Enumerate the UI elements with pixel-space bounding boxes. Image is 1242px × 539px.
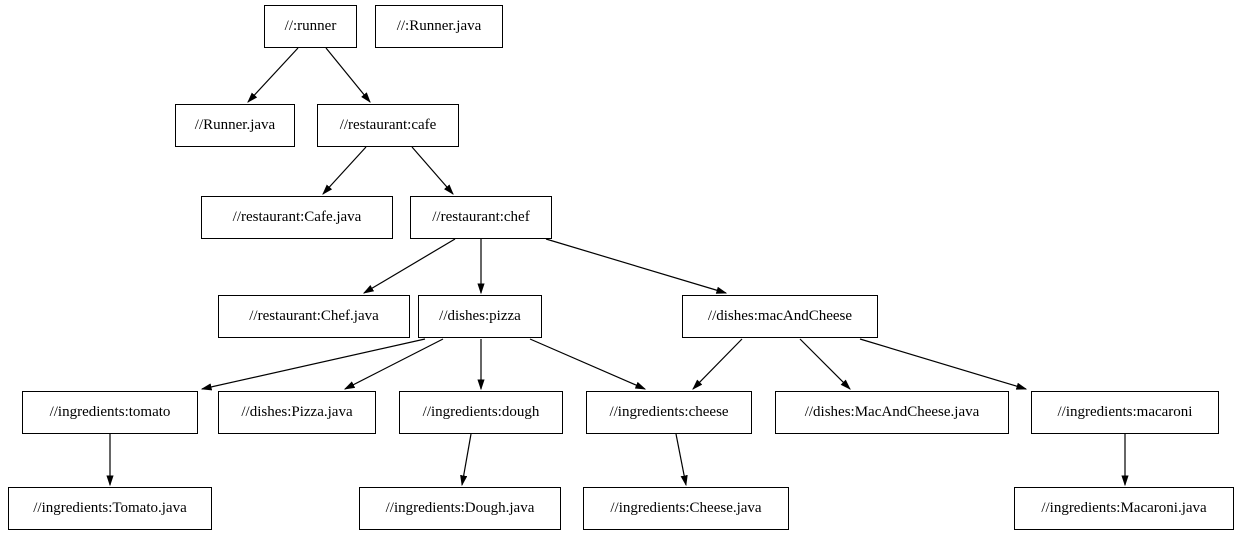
graph-edge-pizza-to-cheese — [530, 339, 645, 389]
graph-edge-macandcheese-to-cheese — [693, 339, 742, 389]
graph-edge-macandcheese-to-macandcheese_java — [800, 339, 850, 389]
graph-edge-pizza-to-tomato — [202, 339, 425, 389]
graph-node-label: //restaurant:cafe — [339, 117, 437, 133]
graph-edge-chef-to-macandcheese — [546, 239, 726, 293]
graph-node-label: //restaurant:Cafe.java — [232, 209, 362, 225]
graph-node-macaroni[interactable] — [1031, 391, 1219, 434]
graph-node-runner_java_root[interactable] — [375, 5, 503, 48]
graph-node-label: //ingredients:Cheese.java — [610, 500, 762, 516]
graph-node-macandcheese_java[interactable] — [775, 391, 1009, 434]
graph-node-macandcheese[interactable] — [682, 295, 878, 338]
graph-node-label: //ingredients:Dough.java — [385, 500, 535, 516]
graph-edge-cafe-to-cafe_java — [323, 147, 366, 194]
graph-node-chef_java[interactable] — [218, 295, 410, 338]
graph-node-label: //restaurant:chef — [432, 209, 530, 225]
graph-node-label: //Runner.java — [194, 117, 276, 133]
graph-node-label: //ingredients:macaroni — [1057, 404, 1193, 420]
graph-edge-cafe-to-chef — [412, 147, 453, 194]
graph-node-runner[interactable] — [264, 5, 357, 48]
graph-node-label: //dishes:Pizza.java — [241, 404, 353, 420]
graph-node-macaroni_java[interactable] — [1014, 487, 1234, 530]
graph-node-label: //ingredients:dough — [422, 404, 540, 420]
graph-edge-runner-to-cafe — [326, 48, 370, 102]
graph-node-tomato[interactable] — [22, 391, 198, 434]
graph-node-cheese_java[interactable] — [583, 487, 789, 530]
graph-node-pizza_java[interactable] — [218, 391, 376, 434]
graph-node-cafe[interactable] — [317, 104, 459, 147]
graph-node-dough[interactable] — [399, 391, 563, 434]
graph-node-runner_java[interactable] — [175, 104, 295, 147]
graph-node-label: //:runner — [284, 18, 337, 34]
graph-node-tomato_java[interactable] — [8, 487, 212, 530]
graph-node-label: //ingredients:cheese — [609, 404, 729, 420]
graph-node-cheese[interactable] — [586, 391, 752, 434]
graph-node-label: //:Runner.java — [396, 18, 482, 34]
graph-edge-macandcheese-to-macaroni — [860, 339, 1026, 389]
graph-edge-cheese-to-cheese_java — [676, 434, 686, 485]
graph-node-label: //restaurant:Chef.java — [249, 308, 379, 324]
graph-node-label: //ingredients:tomato — [49, 404, 171, 420]
graph-node-label: //dishes:macAndCheese — [707, 308, 853, 324]
graph-node-cafe_java[interactable] — [201, 196, 393, 239]
graph-edge-pizza-to-pizza_java — [345, 339, 443, 389]
graph-edge-runner-to-runner_java — [248, 48, 298, 102]
graph-edge-dough-to-dough_java — [462, 434, 471, 485]
graph-node-dough_java[interactable] — [359, 487, 561, 530]
graph-node-label: //dishes:MacAndCheese.java — [804, 404, 980, 420]
graph-node-label: //ingredients:Tomato.java — [33, 500, 187, 516]
graph-node-pizza[interactable] — [418, 295, 542, 338]
graph-node-label: //ingredients:Macaroni.java — [1041, 500, 1207, 516]
graph-edge-chef-to-chef_java — [364, 239, 455, 293]
graph-node-chef[interactable] — [410, 196, 552, 239]
graph-node-label: //dishes:pizza — [439, 308, 521, 324]
